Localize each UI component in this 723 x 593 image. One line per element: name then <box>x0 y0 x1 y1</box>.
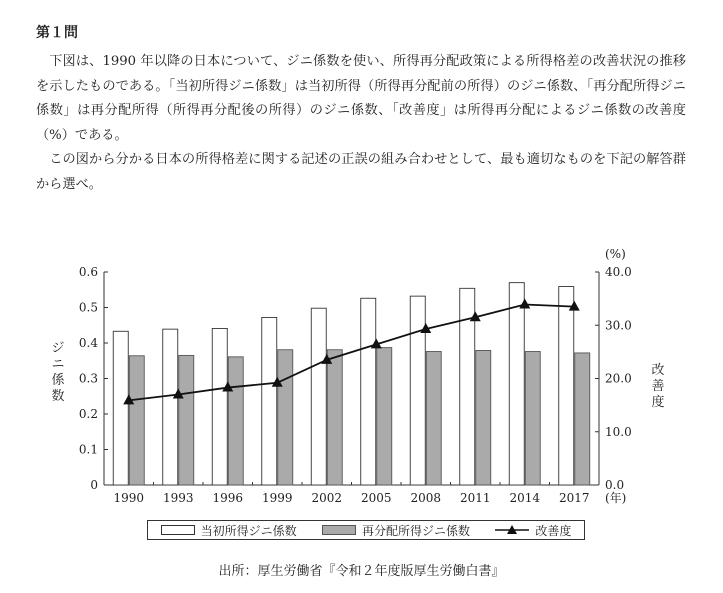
x-tick-label: 1990 <box>113 491 145 505</box>
bar-initial-1993 <box>163 329 178 485</box>
bar-redistributed-2008 <box>426 352 441 485</box>
chart-bars <box>113 283 590 485</box>
question-heading: 第１問 <box>36 25 78 41</box>
bar-initial-2005 <box>361 298 376 485</box>
right-tick-label: 40.0 <box>605 265 632 279</box>
right-axis-title-char: 度 <box>651 395 665 410</box>
question-paragraph-2: この図から分かる日本の所得格差に関する記述の正誤の組み合わせとして、最も適切なものを下記の解答群から選べ。 <box>36 152 686 192</box>
legend-item-improvement <box>495 522 571 539</box>
legend-swatch-redistributed <box>322 525 356 535</box>
left-tick-label: 0.6 <box>78 265 98 279</box>
left-axis-title-char: 係 <box>51 373 65 388</box>
chart-axes <box>79 265 632 505</box>
right-axis-title <box>651 363 664 410</box>
x-tick-label: 2002 <box>311 491 343 505</box>
x-tick-label: 2017 <box>558 491 590 505</box>
bar-redistributed-1990 <box>129 356 144 485</box>
left-tick-label: 0 <box>90 478 98 492</box>
right-tick-label: 10.0 <box>605 424 632 439</box>
left-axis-title <box>51 341 65 404</box>
left-tick-label: 0.4 <box>78 336 98 350</box>
bar-initial-2017 <box>559 287 574 485</box>
x-tick-label: 1999 <box>261 491 293 505</box>
bar-initial-1990 <box>113 331 128 485</box>
bar-initial-2014 <box>509 283 524 485</box>
bar-redistributed-2017 <box>575 353 590 485</box>
bar-redistributed-1996 <box>228 357 243 485</box>
left-tick-label: 0.2 <box>78 407 98 421</box>
bar-redistributed-1993 <box>179 355 194 485</box>
x-tick-label: 2011 <box>459 491 491 505</box>
legend-swatch-initial <box>161 525 195 535</box>
bar-redistributed-2002 <box>327 350 342 485</box>
right-tick-label: 20.0 <box>605 371 632 386</box>
left-tick-label: 0.3 <box>78 371 98 386</box>
bar-initial-1996 <box>212 328 227 485</box>
right-axis-title-char: 改 <box>651 363 665 378</box>
x-tick-label: 2014 <box>509 491 541 505</box>
bar-initial-2008 <box>410 296 425 485</box>
bar-redistributed-2005 <box>377 348 392 485</box>
x-tick-label: 2005 <box>360 491 392 505</box>
left-axis-title-char: 数 <box>51 389 65 404</box>
legend-label-initial: 当初所得ジニ係数 <box>200 523 297 538</box>
legend-item-redistributed <box>322 522 470 539</box>
right-tick-label: 0.0 <box>605 478 625 492</box>
left-axis-title-char: ジ <box>51 341 65 356</box>
source-note: 出所：厚生労働省『令和２年度版厚生労働白書』 <box>218 564 505 579</box>
x-tick-label: 1996 <box>212 491 244 505</box>
right-axis-unit: (%) <box>605 247 626 261</box>
right-axis-title-char: 善 <box>651 379 665 394</box>
chart-legend <box>147 520 585 540</box>
question-paragraph-1: 下図は、1990 年以降の日本について、ジニ係数を使い、所得再分配政策による所得格差の改善状況の推移を示したものである。「当初所得ジニ係数」は当初所得（所得再分配前の所得）のジニ係数、「再分配所得ジニ係数」は再分配所得（所得再分配後の所得）のジニ係数、「改善度」は所得再分配によるジニ係数の改善度（%）である。 <box>36 54 686 143</box>
legend-label-redistributed: 再分配所得ジニ係数 <box>361 523 470 538</box>
improvement-line <box>129 304 575 400</box>
x-tick-label: 2008 <box>410 491 442 505</box>
legend-label-improvement: 改善度 <box>535 523 572 538</box>
x-tick-label: 1993 <box>162 491 194 505</box>
legend-swatch-improvement <box>495 525 529 535</box>
bar-initial-1999 <box>262 317 277 485</box>
right-tick-label: 30.0 <box>605 318 632 333</box>
bar-redistributed-2014 <box>525 352 540 485</box>
bar-redistributed-2011 <box>476 350 491 485</box>
bar-redistributed-1999 <box>278 350 293 485</box>
x-axis-unit: (年) <box>605 491 627 505</box>
left-tick-label: 0.5 <box>78 300 98 315</box>
left-axis-title-char: ニ <box>51 357 65 372</box>
left-tick-label: 0.1 <box>78 442 98 457</box>
bar-initial-2002 <box>311 308 326 485</box>
legend-item-initial <box>161 522 297 539</box>
